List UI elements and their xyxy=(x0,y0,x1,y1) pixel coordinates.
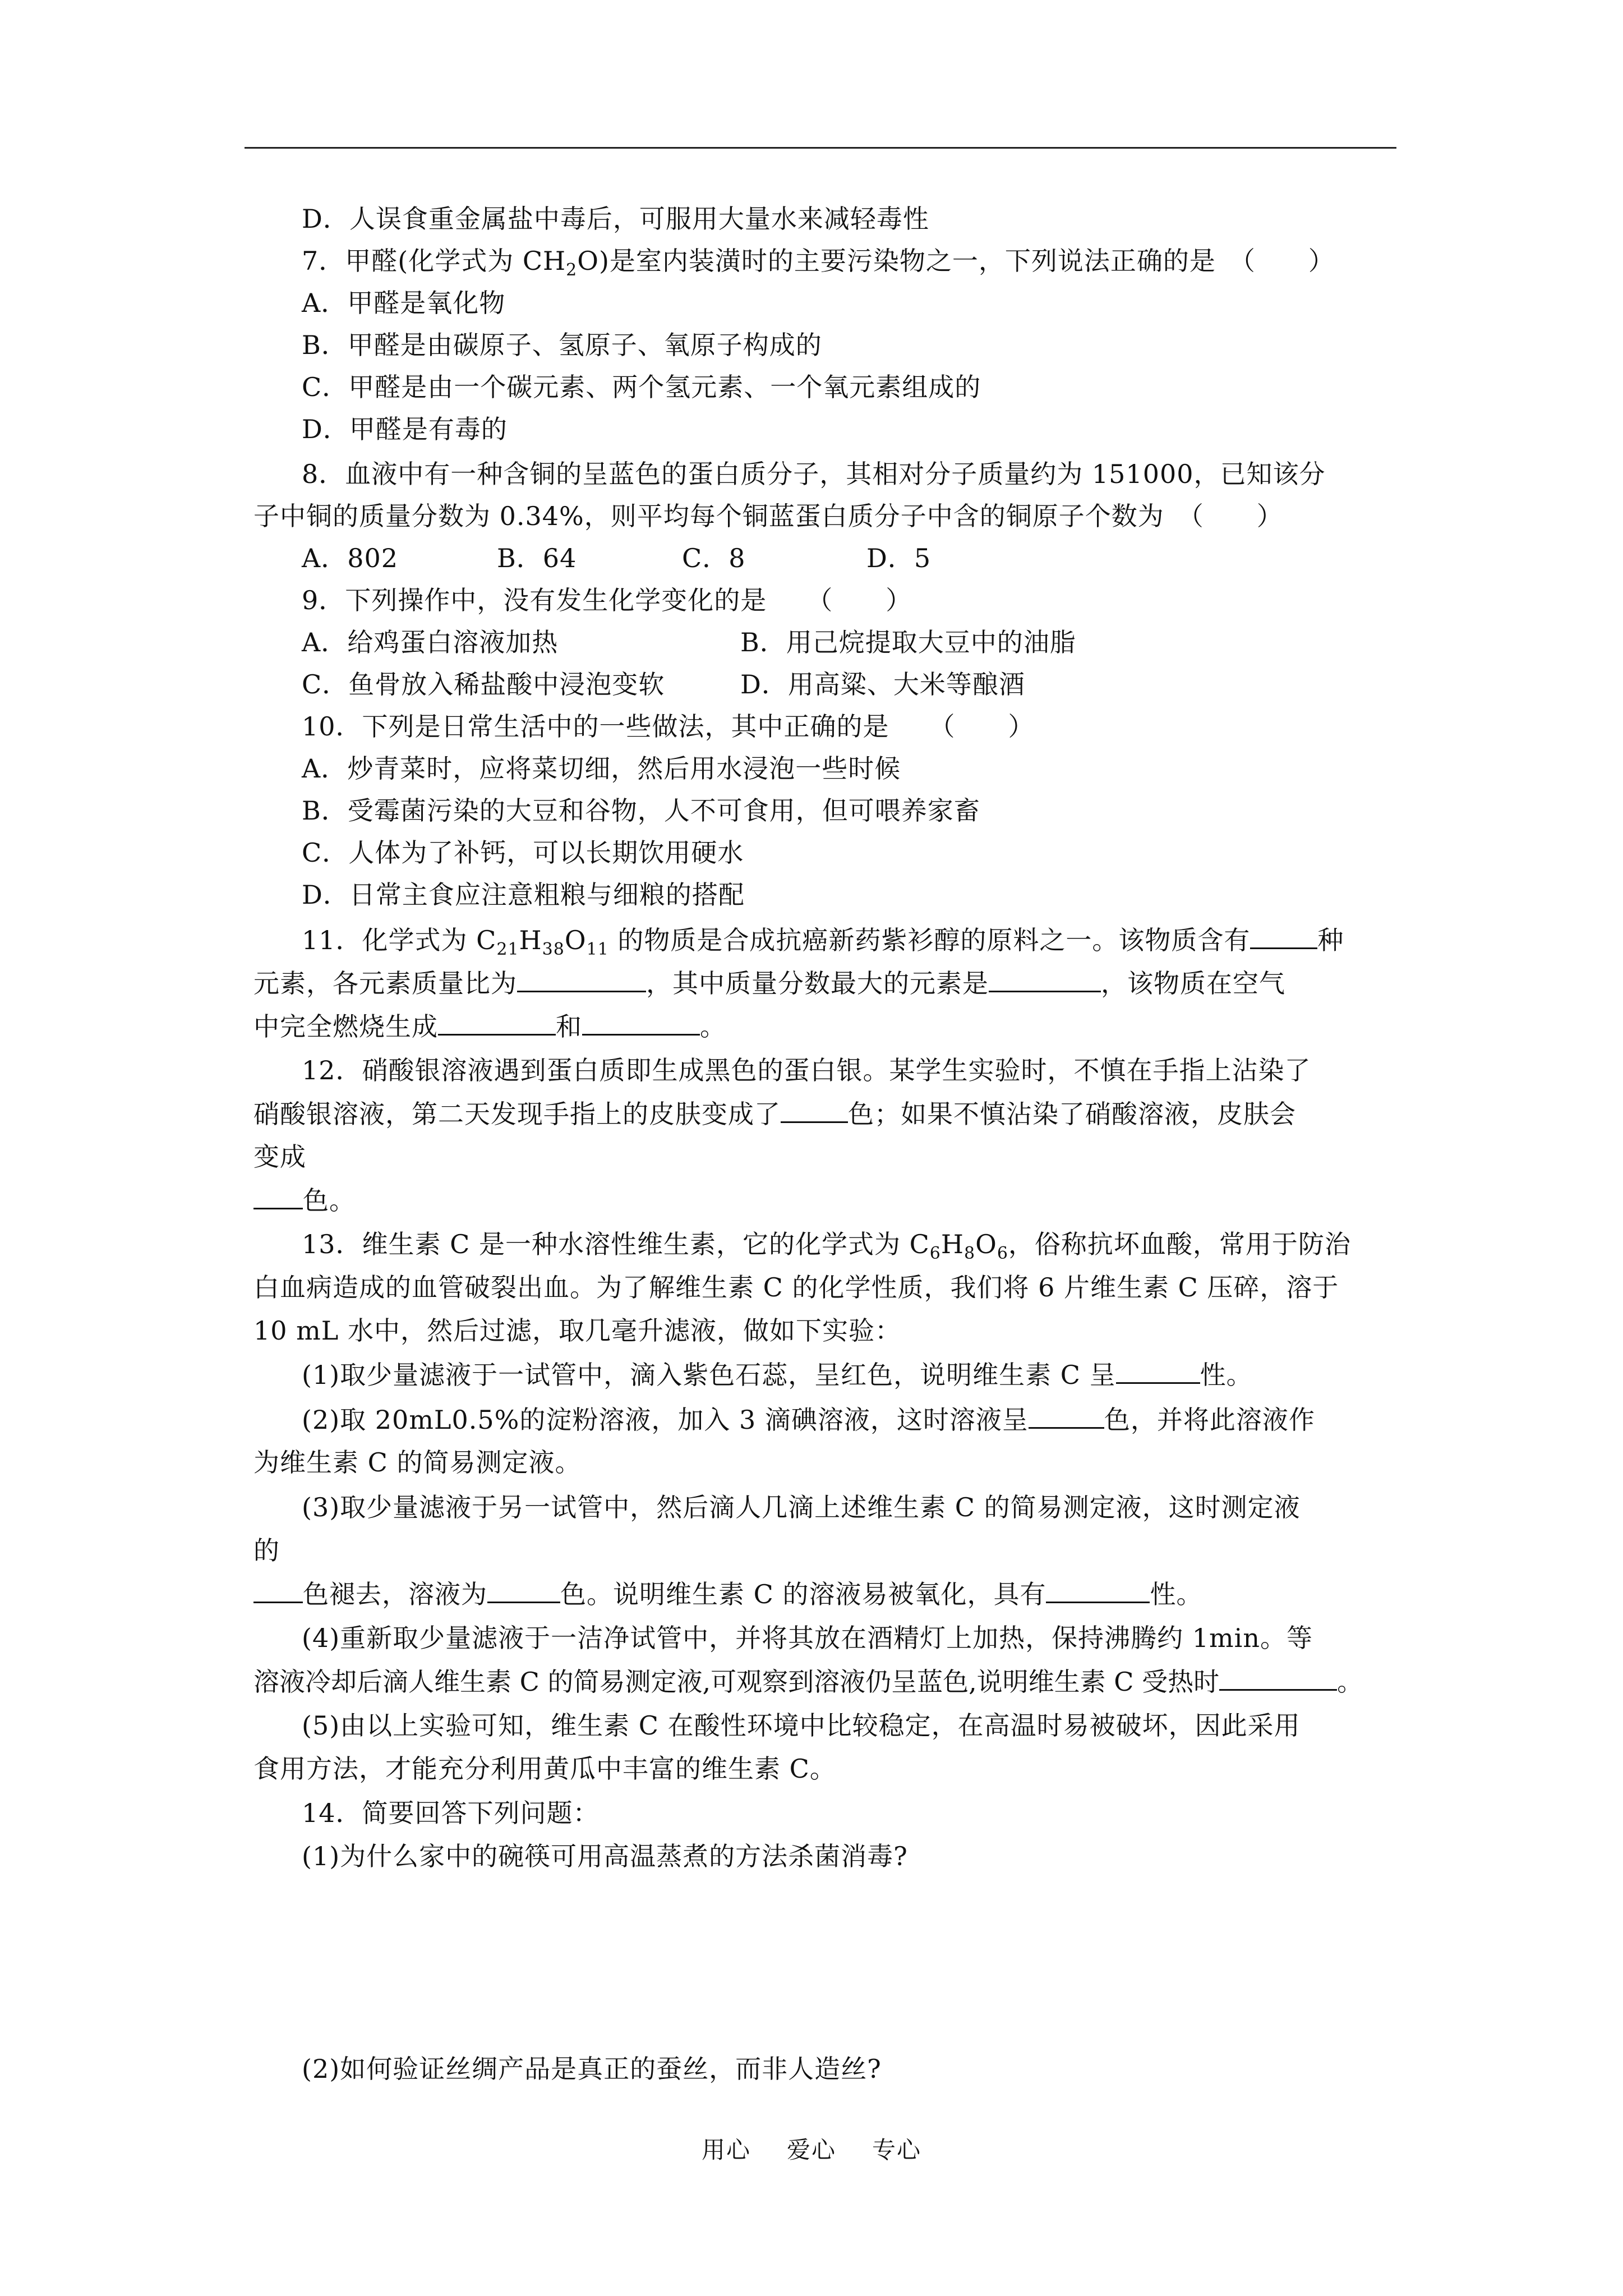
q11-line3: 中完全燃烧生成 和 。 xyxy=(253,1009,726,1043)
q12-line4: 色。 xyxy=(253,1183,356,1217)
q13-line3: 10 mL 水中，然后过滤，取几毫升滤液，做如下实验： xyxy=(253,1315,901,1346)
answer-blank[interactable] xyxy=(582,1009,700,1036)
q8-option-d: D．5 xyxy=(866,543,932,573)
answer-blank[interactable] xyxy=(989,966,1101,992)
q10-option-d: D．日常主食应注意粗粮与细粮的搭配 xyxy=(302,880,745,910)
footer-word: 专心 xyxy=(872,2136,922,2164)
q12-line3: 变成 xyxy=(253,1142,306,1172)
q10-stem: 10．下列是日常生活中的一些做法，其中正确的是 （ ） xyxy=(302,711,1035,742)
answer-blank[interactable] xyxy=(487,1577,560,1603)
q13-line2: 白血病造成的血管破裂出血。为了解维生素 C 的化学性质，我们将 6 片维生素 C 压碎，溶于 xyxy=(253,1272,1339,1303)
q8-stem-line1: 8．血液中有一种含铜的呈蓝色的蛋白质分子，其相对分子质量约为 151000，已知该分 xyxy=(302,459,1326,489)
q13-part5-cont: 食用方法，才能充分利用黄瓜中丰富的维生素 C。 xyxy=(253,1754,836,1784)
q14-part1: (1)为什么家中的碗筷可用高温蒸煮的方法杀菌消毒? xyxy=(302,1841,908,1871)
answer-blank[interactable] xyxy=(1046,1577,1150,1603)
q13-part3: (3)取少量滤液于另一试管中，然后滴人几滴上述维生素 C 的简易测定液，这时测定液 xyxy=(302,1492,1301,1522)
q13-part4-cont: 溶液冷却后滴人维生素 C 的简易测定液,可观察到溶液仍呈蓝色,说明维生素 C 受热时 。 xyxy=(253,1664,1363,1699)
q9-option-a: A．给鸡蛋白溶液加热 xyxy=(302,627,559,657)
answer-blank[interactable] xyxy=(1116,1358,1200,1384)
q9-option-c: C．鱼骨放入稀盐酸中浸泡变软 xyxy=(302,669,665,700)
q6-option-d: D．人误食重金属盐中毒后，可服用大量水来减轻毒性 xyxy=(302,204,929,234)
q13-line1: 13．维生素 C 是一种水溶性维生素，它的化学式为 $C_6H_8O_6$，俗称抗坏血酸，常用于防治 xyxy=(302,1229,1351,1264)
answer-blank[interactable] xyxy=(517,966,646,992)
q13-part5: (5)由以上实验可知，维生素 C 在酸性环境中比较稳定，在高温时易被破坏，因此采用 xyxy=(302,1710,1301,1741)
answer-blank[interactable] xyxy=(781,1097,848,1123)
q10-option-a: A．炒青菜时，应将菜切细，然后用水浸泡一些时候 xyxy=(302,753,901,784)
answer-blank[interactable] xyxy=(253,1183,303,1209)
header-rule xyxy=(245,147,1396,149)
q9-stem: 9．下列操作中，没有发生化学变化的是 （ ） xyxy=(302,585,912,615)
q13-part1: (1)取少量滤液于一试管中，滴入紫色石蕊，呈红色，说明维生素 C 呈 性。 xyxy=(302,1358,1253,1392)
q11-line1: 11．化学式为 $C_{21}H_{38}O_{11}$ 的物质是合成抗癌新药紫衫醇的原料之一。该物质含有 种 xyxy=(302,923,1344,957)
answer-blank[interactable] xyxy=(253,1577,303,1603)
q11-line2: 元素，各元素质量比为 ，其中质量分数最大的元素是 ，该物质在空气 xyxy=(253,966,1285,1000)
q7-option-a: A．甲醛是氧化物 xyxy=(302,288,506,318)
q12-line1: 12．硝酸银溶液遇到蛋白质即生成黑色的蛋白银。某学生实验时，不慎在手指上沾染了 xyxy=(302,1055,1311,1085)
page-footer xyxy=(0,2132,1623,2165)
q7-stem: 7．甲醛(化学式为 $CH_2O$)是室内装潢时的主要污染物之一，下列说法正确的是 （ ） xyxy=(302,246,1335,280)
q8-stem-line2: 子中铜的质量分数为 0.34%，则平均每个铜蓝蛋白质分子中含的铜原子个数为 （ ） xyxy=(253,501,1283,531)
q13-part2-cont: 为维生素 C 的简易测定液。 xyxy=(253,1447,582,1478)
q8-option-b: B．64 xyxy=(497,543,577,573)
q14-stem: 14．简要回答下列问题： xyxy=(302,1798,600,1828)
q12-line2: 硝酸银溶液，第二天发现手指上的皮肤变成了 色；如果不慎沾染了硝酸溶液，皮肤会 xyxy=(253,1097,1296,1131)
q9-option-d: D．用高粱、大米等酿酒 xyxy=(740,669,1025,700)
q13-part2: (2)取 20mL0.5%的淀粉溶液，加入 3 滴碘溶液，这时溶液呈 色，并将此溶液作 xyxy=(302,1402,1315,1437)
q10-option-c: C．人体为了补钙，可以长期饮用硬水 xyxy=(302,838,744,868)
q7-option-d: D．甲醛是有毒的 xyxy=(302,414,508,444)
q14-part2: (2)如何验证丝绸产品是真正的蚕丝，而非人造丝? xyxy=(302,2054,882,2084)
q13-part3-cont1: 的 xyxy=(253,1535,280,1566)
q13-part4: (4)重新取少量滤液于一洁净试管中，并将其放在酒精灯上加热，保持沸腾约 1min。等 xyxy=(302,1623,1313,1653)
footer-word: 爱心 xyxy=(786,2136,836,2164)
answer-blank[interactable] xyxy=(1219,1664,1337,1691)
q10-option-b: B．受霉菌污染的大豆和谷物，人不可食用，但可喂养家畜 xyxy=(302,795,980,826)
answer-blank[interactable] xyxy=(1250,923,1317,949)
answer-blank[interactable] xyxy=(438,1009,556,1036)
q8-option-a: A．802 xyxy=(302,543,399,573)
q7-option-c: C．甲醛是由一个碳元素、两个氢元素、一个氧元素组成的 xyxy=(302,372,981,402)
q8-option-c: C．8 xyxy=(682,543,746,573)
answer-blank[interactable] xyxy=(1029,1402,1104,1429)
q13-part3-cont2: 色褪去，溶液为 色。说明维生素 C 的溶液易被氧化，具有 性。 xyxy=(253,1577,1202,1611)
footer-word: 用心 xyxy=(701,2136,751,2164)
q7-option-b: B．甲醛是由碳原子、氢原子、氧原子构成的 xyxy=(302,330,822,360)
q9-option-b: B．用己烷提取大豆中的油脂 xyxy=(740,627,1076,657)
